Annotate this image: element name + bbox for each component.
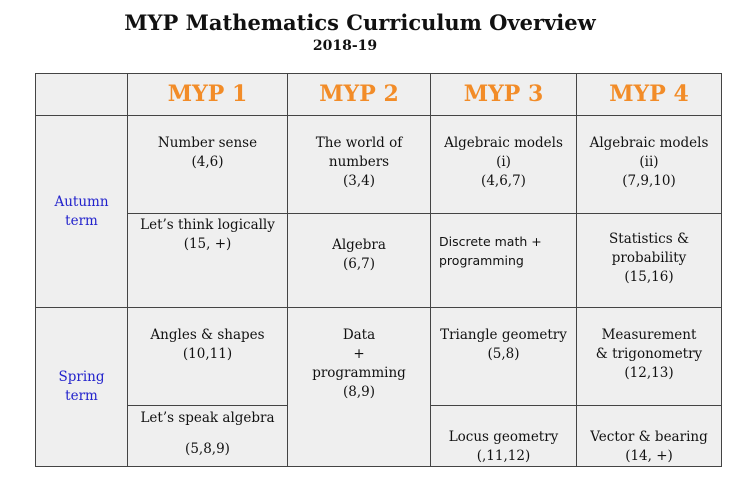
- unit-criteria: (15,16): [624, 269, 674, 285]
- column-header-myp1: MYP 1: [128, 74, 288, 116]
- term-autumn: [36, 116, 128, 308]
- unit-name: Vector & bearing: [590, 429, 708, 445]
- column-header-myp3: MYP 3: [431, 74, 577, 116]
- unit-name-cont: & trigonometry: [595, 346, 703, 362]
- unit-criteria: (4,6): [191, 154, 224, 170]
- unit-criteria: (12,13): [624, 365, 674, 381]
- unit-criteria: (,11,12): [476, 448, 531, 464]
- autumn-row-2: [36, 214, 722, 308]
- unit-name: Algebraic models: [444, 135, 563, 151]
- unit-criteria: (7,9,10): [622, 173, 676, 189]
- term-spring-term: term: [65, 388, 98, 404]
- unit-name: Angles & shapes: [150, 327, 265, 343]
- cell-spring1-myp4: [577, 308, 722, 406]
- unit-criteria: (14, +): [625, 448, 673, 464]
- term-autumn-word: Autumn: [54, 193, 109, 210]
- cell-spring2-myp4: [577, 406, 722, 467]
- unit-name: Measurement: [601, 327, 697, 343]
- cell-autumn1-myp3: [431, 116, 577, 214]
- cell-autumn1-myp4: [577, 116, 722, 214]
- curriculum-table: [35, 73, 722, 467]
- cell-autumn1-myp1: [128, 116, 288, 214]
- cell-autumn2-myp3: [431, 214, 577, 308]
- term-spring-word: Spring: [58, 369, 105, 385]
- unit-name: Statistics &: [609, 231, 689, 247]
- unit-name: The world of: [315, 135, 403, 151]
- unit-name: Let’s speak algebra: [140, 410, 275, 426]
- cell-spring1-myp3: [431, 308, 577, 406]
- unit-criteria: (5,8): [487, 346, 520, 362]
- autumn-row-1: [36, 116, 722, 214]
- unit-criteria: (10,11): [182, 346, 233, 362]
- unit-name-cont: probability: [611, 250, 687, 266]
- cell-spring2-myp1: [128, 406, 288, 467]
- unit-name-cont: numbers: [328, 154, 390, 170]
- cell-spring2-myp3: [431, 406, 577, 467]
- cell-spring-myp2: [288, 308, 431, 467]
- unit-criteria: (4,6,7): [481, 173, 526, 189]
- corner-cell: [36, 74, 128, 116]
- cell-spring1-myp1: [128, 308, 288, 406]
- unit-name: Algebraic models: [589, 135, 709, 151]
- column-header-myp2: MYP 2: [288, 74, 431, 116]
- unit-name: Locus geometry: [448, 429, 559, 445]
- unit-criteria: (6,7): [342, 256, 375, 272]
- cell-autumn1-myp2: [288, 116, 431, 214]
- unit-name: Algebra: [332, 237, 386, 253]
- spring-row-1: [36, 308, 722, 406]
- page-title: MYP Mathematics Curriculum Overview: [124, 10, 596, 35]
- unit-plus: +: [353, 346, 365, 362]
- term-autumn-term: term: [65, 212, 98, 229]
- unit-criteria: (5,8,9): [185, 441, 230, 457]
- header-row: [36, 74, 722, 116]
- unit-part: (i): [496, 154, 511, 170]
- unit-criteria: (3,4): [342, 173, 375, 189]
- unit-name-cont: programming: [439, 253, 524, 268]
- unit-name-cont: programming: [312, 365, 406, 381]
- unit-criteria: (15, +): [183, 236, 232, 252]
- unit-part: (ii): [639, 154, 659, 170]
- column-header-myp4: MYP 4: [577, 74, 722, 116]
- unit-name: Data: [342, 327, 376, 343]
- unit-criteria: (8,9): [342, 384, 375, 400]
- cell-autumn2-myp2: [288, 214, 431, 308]
- cell-autumn2-myp1: [128, 214, 288, 308]
- unit-name: Triangle geometry: [440, 327, 567, 343]
- unit-name: Number sense: [157, 135, 258, 151]
- unit-name: Let’s think logically: [140, 217, 275, 233]
- page-subtitle: 2018-19: [312, 38, 378, 54]
- term-spring: [36, 308, 128, 467]
- unit-name: Discrete math +: [439, 234, 542, 249]
- cell-autumn2-myp4: [577, 214, 722, 308]
